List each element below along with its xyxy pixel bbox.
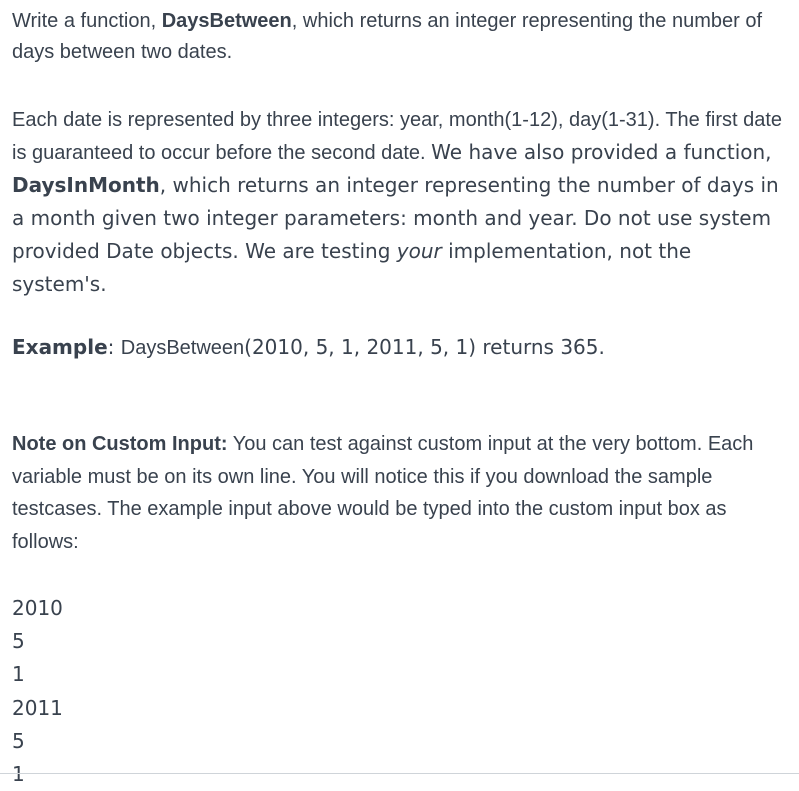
example-paragraph bbox=[12, 332, 792, 364]
intro-text-2: , which returns an integer representing the number of days between two dates. bbox=[12, 10, 763, 63]
note-text: You can test against custom input at the very bottom. Each variable must be on its own line. You will notice this if you download the sample testcases. The example input above would be typed into the custom input box as follows: bbox=[12, 433, 754, 553]
description-paragraph bbox=[12, 105, 792, 302]
sample-input-line: 5 bbox=[12, 629, 25, 654]
sample-input-line: 5 bbox=[12, 728, 25, 753]
bottom-divider bbox=[0, 773, 799, 774]
intro-text-1: Write a function, bbox=[12, 10, 162, 32]
note-paragraph bbox=[12, 428, 792, 558]
sample-input-line: 2010 bbox=[12, 596, 63, 620]
emphasis-your: your bbox=[396, 239, 442, 263]
description-text-2: We have also provided a function, bbox=[431, 140, 772, 164]
problem-statement bbox=[12, 6, 792, 791]
description-text-1: Each date is represented by three integers: year, month(1-12), day(1-31). The first date is guaranteed to occur before the second date. bbox=[12, 109, 783, 164]
example-label: Example bbox=[12, 335, 108, 359]
intro-paragraph bbox=[12, 6, 792, 68]
sample-input-block bbox=[12, 592, 792, 791]
description-text-4: implementation, not the system's. bbox=[12, 239, 692, 296]
sample-input-line bbox=[12, 758, 792, 791]
example-colon: : bbox=[107, 335, 121, 359]
sample-input-line: 1 bbox=[12, 662, 25, 687]
note-label: Note on Custom Input: bbox=[12, 433, 228, 455]
example-call-args: (2010, 5, 1, 2011, 5, 1) returns 365. bbox=[244, 335, 605, 359]
description-text-3: , which returns an integer representing the number of days in a month given two integer parameters: month and year. Do not use system provided Date objects. We are testing bbox=[12, 173, 779, 263]
example-call bbox=[121, 335, 605, 359]
function-name-daysinmonth: DaysInMonth bbox=[12, 173, 160, 197]
sample-input-line: 2011 bbox=[12, 695, 63, 720]
function-name-daysbetween: DaysBetween bbox=[161, 10, 292, 32]
example-call-name: DaysBetween bbox=[120, 337, 245, 359]
